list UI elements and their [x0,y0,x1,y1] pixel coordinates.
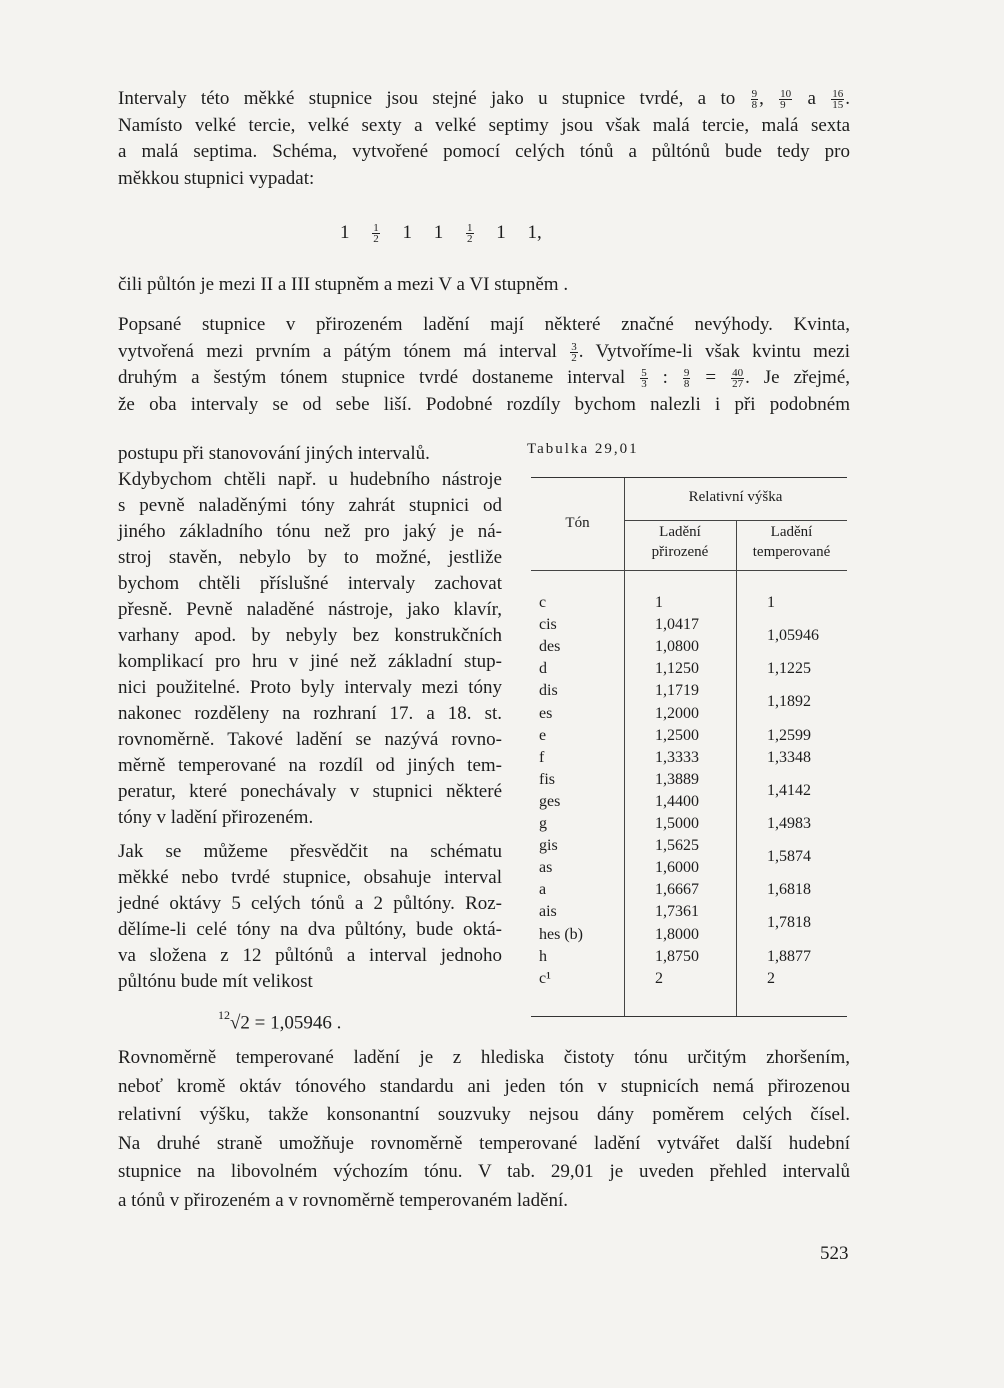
natural-value-cell: 1,0417 [655,616,699,634]
scale-scheme: 1 $\frac{1}{2}$ 1 1 $\frac{1}{2}$ 1 1, [340,222,542,246]
fraction: $\frac{10}{9}$ [780,88,792,112]
text-line: nakonec rozděleny na rozhraní 17. a 18. st. [118,703,502,724]
tone-cell: es [539,704,553,722]
header-relative-height: Relativní výška [688,489,783,505]
natural-value-cell: 1,5000 [655,815,699,832]
page-number: 523 [820,1243,849,1264]
natural-value-cell: 1,1250 [655,660,699,678]
tone-cell: des [539,638,561,656]
text-line: Jak se můžeme přesvědčit na schématu [118,841,502,862]
text-line: va složena z 12 půltónů a interval jednoho [118,945,502,966]
tempered-value-cell: 1,5874 [767,848,811,866]
tone-cell: d [539,660,547,678]
text-line: neboť kromě oktáv tónového standardu ani jeden tón v stupnicích nemá přirozenou [118,1075,850,1097]
natural-value-cell: 1,2000 [655,704,699,722]
tone-cell: gis [539,837,558,855]
natural-value-cell: 1,2500 [655,726,699,744]
tempered-value-cell: 1,4983 [767,815,811,832]
text-line: postupu při stanovování jiných intervalů. [118,443,430,464]
natural-value-cell: 1,5625 [655,837,699,855]
text-line: relativní výšku, takže konsonantní souzvuky nejsou dány poměrem celých čísel. [118,1104,850,1125]
text-line: tóny v ladění přirozeném. [118,807,314,828]
tempered-value-cell: 1,4142 [767,781,811,799]
text-line: peratur, které ponechávaly v stupnici některé [118,781,502,802]
intro-paragraph [118,86,850,192]
text-line: varhany apod. by nebyly bez konstrukčních [118,625,502,646]
tone-cell: h [539,947,547,965]
text-line: druhým a šestým tónem stupnice tvrdé dostaneme interval $\frac{5}{3}$ : $\frac{9}{8}$ = $\frac{40}{27}$ . Je zřejmé, [118,367,851,391]
text-line: měrně temperované na rozdíl od jiných tem- [118,755,502,776]
header-tempered: Ladění temperované [752,524,831,560]
fraction: $\frac{40}{27}$ [732,367,744,391]
natural-value-cell: 1,8750 [655,947,699,965]
text-line: bychom chtěli příslušné intervaly zachovat [118,573,502,594]
natural-value-cell: 2 [655,969,663,987]
fraction: $\frac{1}{2}$ [467,222,473,246]
tone-cell: g [539,815,547,832]
text-line: stroj stavěn, nebylo by to možné, jestliže [118,547,502,568]
fraction: $\frac{1}{2}$ [373,222,379,246]
text-line: půltónu bude mít velikost [118,971,313,992]
tempered-value-cell: 1,1892 [767,693,811,711]
text-line: čili půltón je mezi II a III stupněm a mezi V a VI stupněm . [118,274,569,295]
text-line: vytvořená mezi prvním a pátým tónem má interval $\frac{3}{2}$ . Vytvoříme-li však kvintu mezi [118,340,851,364]
text-line: jiného základního tónu než pro jaký je ná- [118,521,502,542]
tuning-table [531,477,847,1017]
tempered-value-cell: 2 [767,969,775,987]
tone-cell: cis [539,616,557,634]
closing-paragraph [118,1044,850,1215]
text-line: stupnice na libovolném výchozím tónu. V tab. 29,01 je uveden přehled intervalů [118,1161,850,1182]
tone-cell: f [539,748,545,766]
text-line: že oba intervaly se od sebe liší. Podobné rozdíly bychom nalezli i při podobném [118,393,850,415]
natural-value-cell: 1,6667 [655,881,699,899]
header-ton: Tón [565,515,590,531]
table-caption: Tabulka 29,01 [527,441,639,457]
tone-cell: e [539,726,547,744]
natural-value-cell: 1,3889 [655,770,699,788]
tempered-value-cell: 1,7818 [767,914,811,932]
tempered-value-cell: 1,2599 [767,726,811,744]
tone-cell: a [539,881,547,899]
tempered-value-cell: 1,6818 [767,881,811,899]
natural-value-cell: 1,6000 [655,859,699,877]
text-line: a tónů v přirozeném a v rovnoměrně temperovaném ladění. [118,1189,569,1211]
fraction: $\frac{16}{15}$ [832,88,844,112]
text-line: Rovnoměrně temperované ladění je z hlediska čistoty tónu určitým zhoršením, [118,1047,850,1068]
text-line: měkké nebo tvrdé stupnice, obsahuje interval [118,867,502,888]
text-line: komplikací pro hru v jiné než základní stup- [118,651,502,672]
tone-cell: c [539,594,547,611]
natural-value-cell: 1,8000 [655,925,699,943]
tone-cell: ais [539,903,557,921]
fraction: $\frac{3}{2}$ [571,340,577,364]
fraction: $\frac{5}{3}$ [641,367,647,391]
natural-value-cell: 1,3333 [655,748,699,766]
text-line: jedné oktávy 5 celých tónů a 2 půltóny. Roz- [118,893,502,914]
semitone-paragraph [118,272,850,299]
header-natural: Ladění přirozené [651,524,709,560]
text-line: Namísto velké tercie, velké sexty a velké septimy jsou však malá tercie, malá sexta [118,114,850,136]
text-line: Intervaly této měkké stupnice jsou stejné jako u stupnice tvrdé, a to $\frac{9}{8}$ , $\frac{10}{9}$ a $\frac{16}{15}$ . [118,88,851,112]
fraction: $\frac{9}{8}$ [683,367,690,391]
natural-value-cell: 1,0800 [655,638,699,656]
text-line: rovnoměrně. Takové ladění se nazývá rovno- [118,729,502,750]
text-line: přesně. Pevně naladěné nástroje, jako klavír, [118,599,502,620]
natural-value-cell: 1 [655,594,663,611]
text-line: s pevně naladěnými tóny zahrát stupnici od [118,495,502,516]
tone-cell: c¹ [539,969,551,987]
text-line: dělíme-li celé tóny na dva půltóny, bude oktá- [118,919,502,940]
natural-value-cell: 1,7361 [655,903,699,921]
text-line: a malá septima. Schéma, vytvořené pomocí celých tónů a půltónů bude tedy pro [118,141,850,162]
text-line: nici použitelné. Proto byly intervaly mezi tóny [118,677,502,698]
text-line: Kdybychom chtěli např. u hudebního nástroje [118,469,502,490]
natural-value-cell: 1,4400 [655,792,699,810]
tone-cell: as [539,859,553,877]
tempered-value-cell: 1,05946 [767,627,819,645]
tempered-value-cell: 1 [767,594,775,611]
text-line: Popsané stupnice v přirozeném ladění mají některé značné nevýhody. Kvinta, [118,314,850,335]
tone-cell: ges [539,792,561,810]
tone-cell: fis [539,770,555,788]
tempered-value-cell: 1,1225 [767,660,811,678]
tone-cell: hes (b) [539,925,583,943]
semitone-formula: $^{12}$√2 = 1,05946 . [218,1008,342,1034]
natural-value-cell: 1,1719 [655,682,699,700]
tempered-value-cell: 1,8877 [767,947,811,965]
text-line: měkkou stupnici vypadat: [118,167,315,189]
tuning-paragraph [118,312,850,418]
left-column-text [118,441,502,995]
text-line: Na druhé straně umožňuje rovnoměrně temperované ladění vytvářet další hudební [118,1132,850,1154]
tone-cell: dis [539,682,558,700]
fraction: $\frac{9}{8}$ [751,88,758,112]
tempered-value-cell: 1,3348 [767,748,811,766]
